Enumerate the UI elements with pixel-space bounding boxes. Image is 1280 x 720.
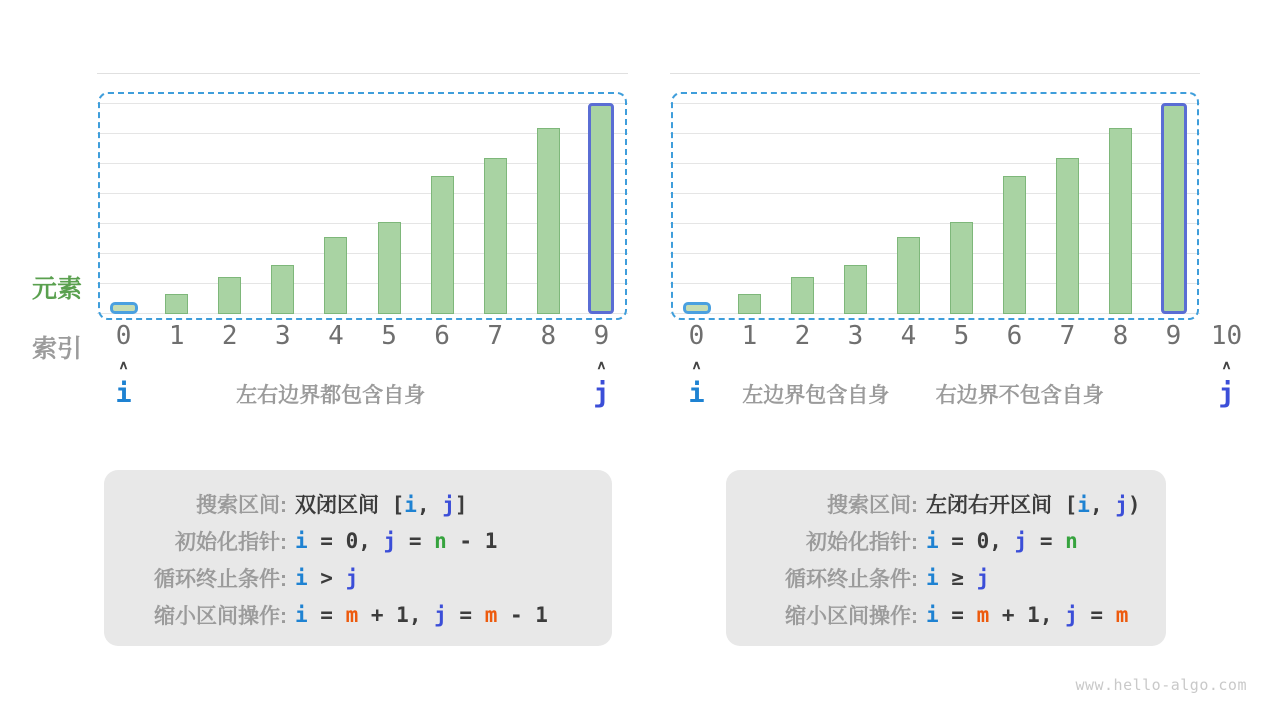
bar-slot [97,302,150,314]
pointer-slot [575,379,628,409]
bar-index-9 [588,103,614,314]
code-token: j [1065,602,1078,627]
info-row [726,522,1166,559]
info-row [104,559,612,596]
info-row-value [926,603,1166,627]
bar-slot [575,103,628,314]
pointer-arrow-icon: ∧ [118,358,129,372]
pointer-i-label: i [115,378,132,409]
info-row [104,522,612,559]
code-token: i [1077,492,1090,517]
pointer-i-label: i [688,378,705,409]
bar-index-0 [110,302,138,314]
code-token: n [434,528,447,553]
index-label: 8 [540,321,557,351]
pointer-slot [670,379,723,409]
index-label: 3 [275,321,291,351]
index-label: 7 [1059,321,1076,351]
code-token: m [484,602,498,627]
info-row-value [926,566,1166,590]
interval-info-box-left-closed-right-open [726,470,1166,646]
code-token: i [404,492,417,517]
code-token: i [295,602,308,627]
info-row [104,485,612,522]
code-token: = [446,602,485,627]
code-token: = [938,602,977,627]
bar-slot [723,294,776,314]
boundary-caption: 左右边界都包含自身 [236,384,426,407]
info-row-label: 循环终止条件: [154,567,287,591]
index-label: 0 [115,321,132,351]
pointer-slot [97,379,150,409]
info-row [726,559,1166,596]
index-label: 5 [381,321,397,351]
code-token: j [383,528,397,553]
info-row-label: 初始化指针: [175,530,287,554]
bar-index-6 [431,176,454,314]
info-row-value [295,603,612,627]
bar-slot [309,237,362,314]
bar-slot [203,277,256,314]
info-row [726,596,1166,633]
bar-index-2 [791,277,814,314]
interval-info-box-closed [104,470,612,646]
index-label: 8 [1112,321,1129,351]
watermark: www.hello-algo.com [1075,676,1247,694]
code-token: j [442,492,455,517]
bar-index-6 [1003,176,1026,314]
code-token: 双闭区间 [ [295,492,405,517]
info-row [104,596,612,633]
bar-slot [882,237,935,314]
bar-index-5 [950,222,973,314]
index-label: 4 [328,321,344,351]
code-token: = 0, [307,528,384,553]
code-token: ] [454,492,468,517]
code-token: m [976,602,990,627]
pointer-row [97,376,628,412]
code-token: i [926,565,939,590]
bar-index-9 [1161,103,1187,314]
y-axis-label-elements: 元素 [31,275,82,303]
chart-left-closed-right-open [670,73,1253,412]
code-token: = [396,528,435,553]
info-row-value [295,566,612,590]
bar-index-4 [324,237,347,314]
chart-grid [97,73,628,314]
boundary-caption: 右边界不包含自身 [935,384,1104,407]
bar-index-8 [537,128,560,314]
bar-slot [670,302,723,314]
bar-index-7 [1056,158,1079,314]
chart-closed-interval [97,73,628,412]
x-axis-label-index: 索引 [31,335,82,363]
index-label: 4 [900,321,917,351]
code-token: = 0, [938,528,1015,553]
bar-slot [1041,158,1094,314]
pointer-slot [1200,379,1253,409]
arrow-slot [1200,358,1253,372]
info-row-label: 缩小区间操作: [785,604,918,628]
code-token: i [295,565,308,590]
bar-slot [988,176,1041,314]
info-row-label: 搜索区间: [827,493,918,517]
code-token: j [976,565,990,590]
index-label-row [97,314,628,358]
pointer-row [670,376,1253,412]
code-token: j [434,602,447,627]
code-token: + 1, [358,602,435,627]
bar-index-7 [484,158,507,314]
info-row-value [926,489,1166,519]
bar-index-3 [271,265,294,314]
pointer-j-label: j [1218,378,1235,409]
code-token: = [1027,528,1066,553]
info-row-label: 缩小区间操作: [154,604,287,628]
code-token: m [345,602,359,627]
bar-index-8 [1109,128,1132,314]
code-token: j [345,565,359,590]
pointer-arrow-icon: ∧ [691,358,702,372]
code-token: + 1, [989,602,1066,627]
bar-index-4 [897,237,920,314]
index-label: 6 [1006,321,1023,351]
info-row-value [926,529,1166,553]
chart-grid [670,73,1200,314]
pointer-arrow-row [670,358,1253,376]
bar-slot [1147,103,1200,314]
bar-slot [150,294,203,314]
index-label: 9 [1165,321,1182,351]
code-token: ≥ [938,565,977,590]
code-token: n [1065,528,1078,553]
info-row-label: 初始化指针: [806,530,918,554]
bar-slot [416,176,469,314]
bar-index-5 [378,222,401,314]
code-token: i [926,602,939,627]
bar-slot [935,222,988,314]
index-label: 1 [741,321,758,351]
code-token: 左闭右开区间 [ [926,492,1078,517]
info-row-value [295,489,612,519]
code-token: - 1 [446,528,498,553]
info-row-label: 搜索区间: [196,493,287,517]
code-token: i [295,528,308,553]
bars-row [97,74,628,314]
bars-row [670,74,1200,314]
bar-slot [1094,128,1147,314]
bar-index-1 [738,294,761,314]
index-label: 7 [487,321,504,351]
code-token: > [307,565,346,590]
info-row [726,485,1166,522]
index-label: 3 [847,321,864,351]
pointer-arrow-row [97,358,628,376]
index-label: 2 [794,321,811,351]
pointer-arrow-icon: ∧ [1221,358,1232,372]
bar-slot [522,128,575,314]
index-label: 0 [688,321,705,351]
code-token: , [1089,492,1116,517]
code-token: = [307,602,346,627]
bar-slot [776,277,829,314]
code-token: i [926,528,939,553]
index-label: 10 [1210,321,1243,351]
info-row-value [295,529,612,553]
code-token: j [1014,528,1028,553]
arrow-slot [575,358,628,372]
bar-slot [362,222,415,314]
code-token: ) [1127,492,1141,517]
info-row-label: 循环终止条件: [785,567,918,591]
code-token: - 1 [497,602,548,627]
arrow-slot [97,358,150,372]
arrow-slot [670,358,723,372]
index-label: 5 [953,321,970,351]
bar-index-1 [165,294,188,314]
index-label: 6 [434,321,450,351]
pointer-arrow-icon: ∧ [596,358,607,372]
code-token: j [1115,492,1128,517]
bar-slot [256,265,309,314]
bar-index-3 [844,265,867,314]
code-token: m [1115,602,1129,627]
bar-slot [469,158,522,314]
code-token: = [1077,602,1116,627]
index-label: 9 [593,321,610,351]
pointer-j-label: j [593,378,610,409]
bar-slot [829,265,882,314]
index-label-row [670,314,1253,358]
index-label: 2 [221,321,238,351]
bar-index-0 [683,302,711,314]
boundary-caption: 左边界包含自身 [742,384,890,407]
index-label: 1 [168,321,185,351]
bar-index-2 [218,277,241,314]
code-token: , [416,492,443,517]
